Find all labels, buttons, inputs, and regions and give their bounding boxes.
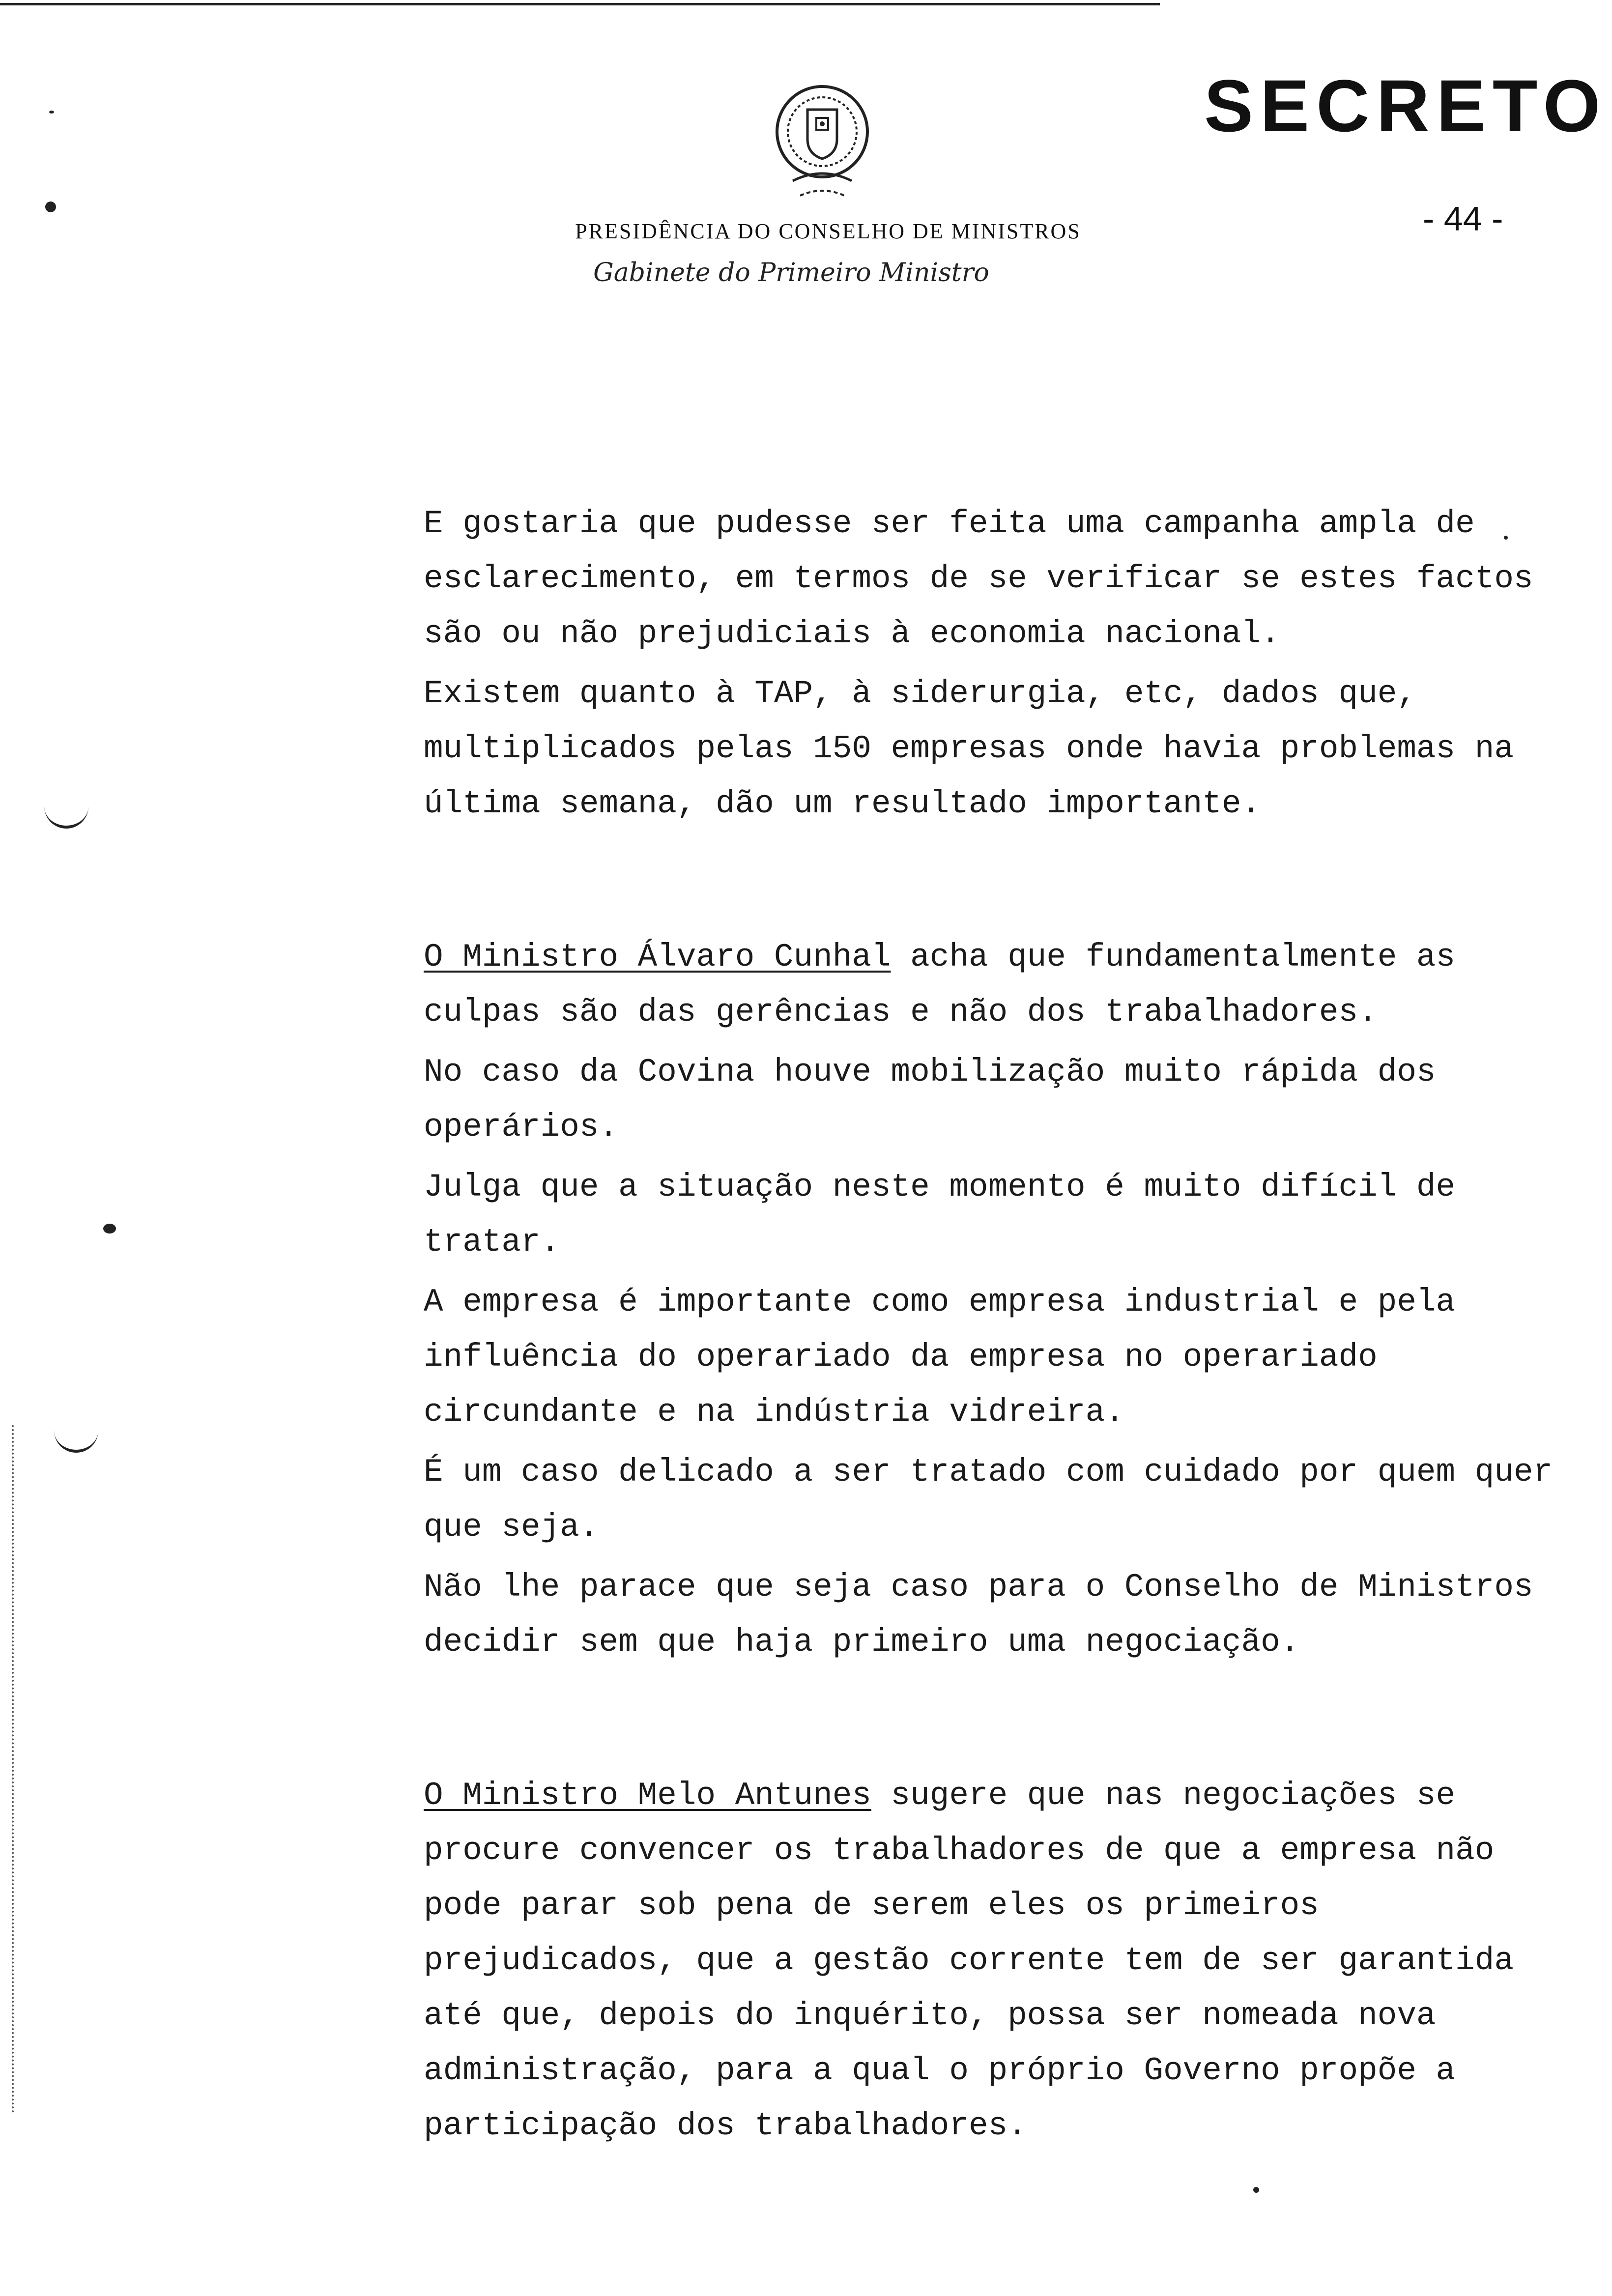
margin-check-mark <box>54 1430 98 1453</box>
paragraph: Julga que a situação neste momento é muito difícil de tratar. <box>424 1169 1456 1261</box>
section-spacer <box>424 832 1569 930</box>
paragraph: Existem quanto à TAP, à siderurgia, etc, dados que, multiplicados pelas 150 empresas onde havia problemas na última semana, dão um resultado importante. <box>424 675 1514 822</box>
paragraph: No caso da Covina houve mobilização muito rápida dos operários. <box>424 1054 1436 1146</box>
scan-speck <box>1504 536 1508 540</box>
section-cunhal <box>424 930 1569 1670</box>
paragraph: E gostaria que pudesse ser feita uma campanha ampla de esclarecimento, em termos de se verificar se estes factos são ou não prejudiciais à economia nacional. <box>424 505 1533 652</box>
institution-heading: PRESIDÊNCIA DO CONSELHO DE MINISTROS <box>575 219 1081 243</box>
scan-speck <box>45 201 56 212</box>
speaker-statement: sugere que nas negociações se procure convencer os trabalhadores de que a empresa não pode parar sob pena de serem eles os primeiros prejudicados, que a gestão corrente tem de ser garantida até que, depois do inquérito, possa ser nomeada nova administração, para a qual o próprio Governo propõe a participação dos trabalhadores. <box>424 1777 1514 2144</box>
paragraph: Não lhe parace que seja caso para o Conselho de Ministros decidir sem que haja primeiro uma negociação. <box>424 1569 1533 1661</box>
speaker-name: O Ministro Melo Antunes <box>424 1777 871 1814</box>
office-subheading: Gabinete do Primeiro Ministro <box>593 258 989 287</box>
section-spacer <box>424 1670 1569 1768</box>
classification-stamp: SECRETO <box>1204 64 1608 147</box>
scan-edge-dots <box>12 1425 14 2113</box>
section-antunes <box>424 1768 1569 2153</box>
margin-check-mark <box>44 806 88 829</box>
paragraph <box>424 1768 1569 2153</box>
paragraph <box>424 930 1569 1040</box>
section-intro <box>424 496 1569 832</box>
paragraph: A empresa é importante como empresa industrial e pela influência do operariado da empresa no operariado circundante e na indústria vidreira. <box>424 1284 1456 1431</box>
speaker-name: O Ministro Álvaro Cunhal <box>424 939 891 976</box>
scan-speck <box>1253 2187 1259 2193</box>
coat-of-arms-seal-icon <box>771 83 874 215</box>
paragraph: É um caso delicado a ser tratado com cuidado por quem quer que seja. <box>424 1454 1553 1546</box>
scan-speck <box>103 1224 116 1234</box>
page-number: - 44 - <box>1423 200 1503 238</box>
scan-speck <box>49 111 54 114</box>
speaker-statement: acha que fundamentalmente as culpas são das gerências e não dos trabalhadores. <box>424 939 1456 1031</box>
document-body <box>424 496 1569 2153</box>
top-rule <box>0 3 1160 5</box>
